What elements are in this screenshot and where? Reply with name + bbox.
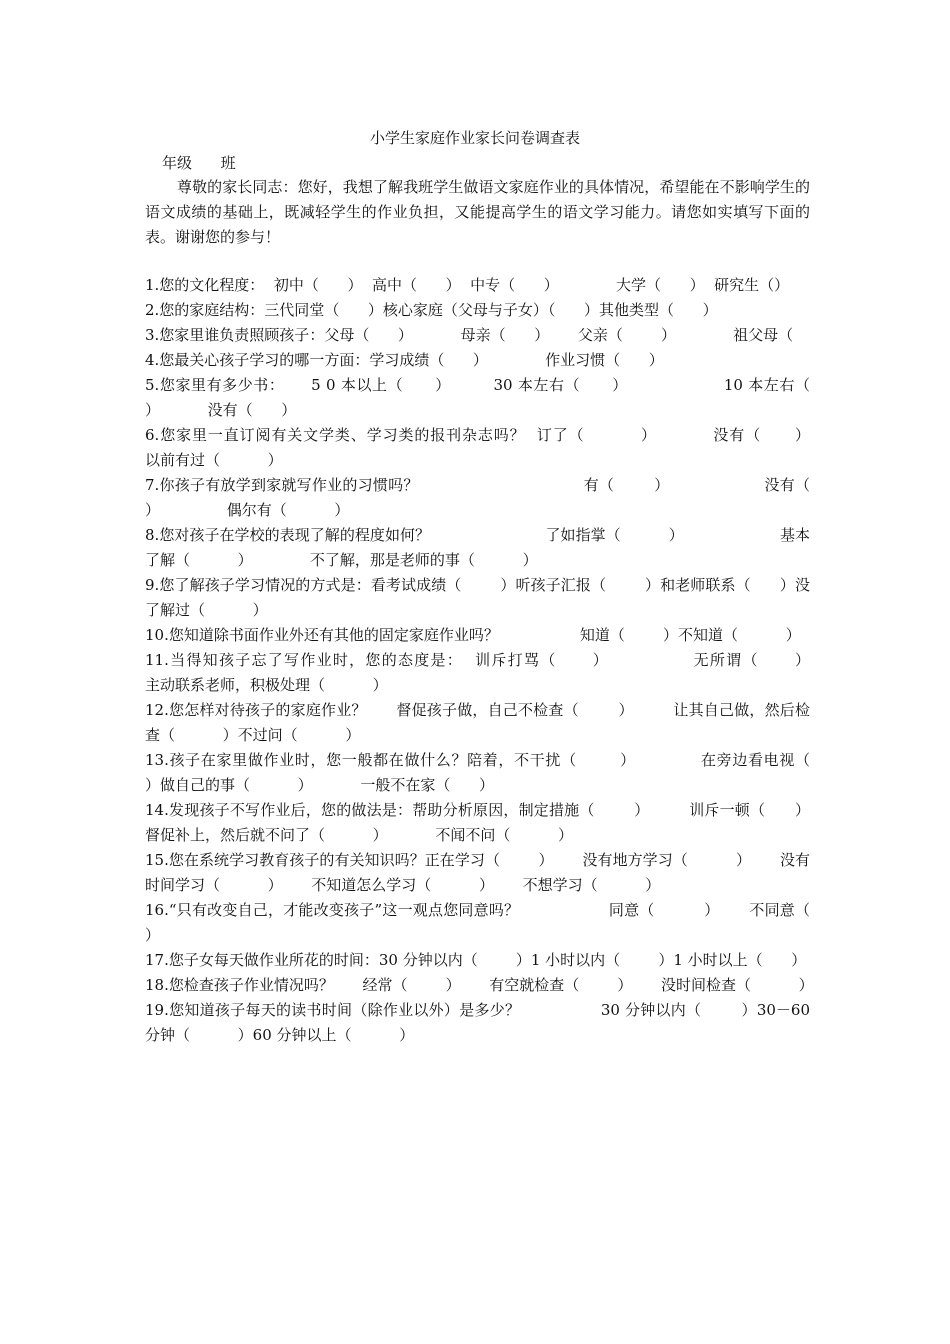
- question-1: 1.您的文化程度： 初中（ ） 高中（ ） 中专（ ） 大学（ ） 研究生（）: [145, 276, 790, 294]
- question-4: 4.您最关心孩子学习的哪一方面：学习成绩（ ） 作业习惯（ ）: [145, 351, 664, 369]
- question-18: 18.您检查孩子作业情况吗？ 经常（ ） 有空就检查（ ） 没时间检查（ ）: [145, 976, 814, 994]
- question-9: 9.您了解孩子学习情况的方式是：看考试成绩（ ）听孩子汇报（ ）和老师联系（ ）没了解过（ ）: [145, 576, 810, 619]
- question-15: 15.您在系统学习教育孩子的有关知识吗？正在学习（ ） 没有地方学习（ ） 没有时间学习（ ） 不知道怎么学习（ ） 不想学习（ ）: [145, 851, 810, 894]
- question-8: 8.您对孩子在学校的表现了解的程度如何？ 了如指掌（ ） 基本了解（ ） 不了解，那是老师的事（ ）: [145, 526, 810, 569]
- intro-paragraph: 尊敬的家长同志：您好，我想了解我班学生做语文家庭作业的具体情况，希望能在不影响学生的语文成绩的基础上，既减轻学生的作业负担，又能提高学生的语文学习能力。请您如实填写下面的表。谢谢您的参与！: [145, 178, 810, 246]
- question-5: 5.您家里有多少书： 5 0 本以上（ ） 30 本左右（ ） 10 本左右（ ） 没有（ ）: [145, 376, 839, 419]
- question-14: 14.发现孩子不写作业后，您的做法是：帮助分析原因，制定措施（ ） 训斥一顿（ ）督促补上，然后就不问了（ ） 不闻不问（ ）: [145, 801, 810, 844]
- question-6: 6.您家里一直订阅有关文学类、学习类的报刊杂志吗？ 订了（ ） 没有（ ） 以前有过（ ）: [145, 426, 868, 469]
- question-3: 3.您家里谁负责照顾孩子：父母（ ） 母亲（ ） 父亲（ ） 祖父母（: [145, 326, 794, 344]
- question-19: 19.您知道孩子每天的读书时间（除作业以外）是多少？ 30 分钟以内（ ）30－60 分钟（ ）60 分钟以上（ ）: [145, 1001, 815, 1044]
- grade-class-line: 年级 班: [162, 154, 236, 172]
- question-list: [145, 273, 906, 1048]
- question-12: 12.您怎样对待孩子的家庭作业？ 督促孩子做，自己不检查（ ） 让其自己做，然后检查（ ）不过问（ ）: [145, 701, 810, 744]
- question-2: 2.您的家庭结构：三代同堂（ ）核心家庭（父母与子女）（ ）其他类型（ ）: [145, 301, 718, 319]
- question-13: 13.孩子在家里做作业时，您一般都在做什么？陪着，不干扰（ ） 在旁边看电视（ ）做自己的事（ ） 一般不在家（ ）: [145, 751, 858, 794]
- question-7: 7.你孩子有放学到家就写作业的习惯吗？ 有（ ） 没有（ ） 偶尔有（ ）: [145, 476, 849, 519]
- document-title: 小学生家庭作业家长问卷调查表: [369, 129, 580, 147]
- question-16: 16.“只有改变自己，才能改变孩子”这一观点您同意吗？ 同意（ ） 不同意（ ）: [145, 901, 858, 944]
- question-17: 17.您子女每天做作业所花的时间：30 分钟以内（ ）1 小时以内（ ）1 小时以上（ ）: [145, 951, 807, 969]
- question-11: 11.当得知孩子忘了写作业时，您的态度是： 训斥打骂（ ） 无所谓（ ） 主动联系老师，积极处理（ ）: [145, 651, 906, 694]
- question-10: 10.您知道除书面作业外还有其他的固定家庭作业吗？ 知道（ ）不知道（ ）: [145, 626, 801, 644]
